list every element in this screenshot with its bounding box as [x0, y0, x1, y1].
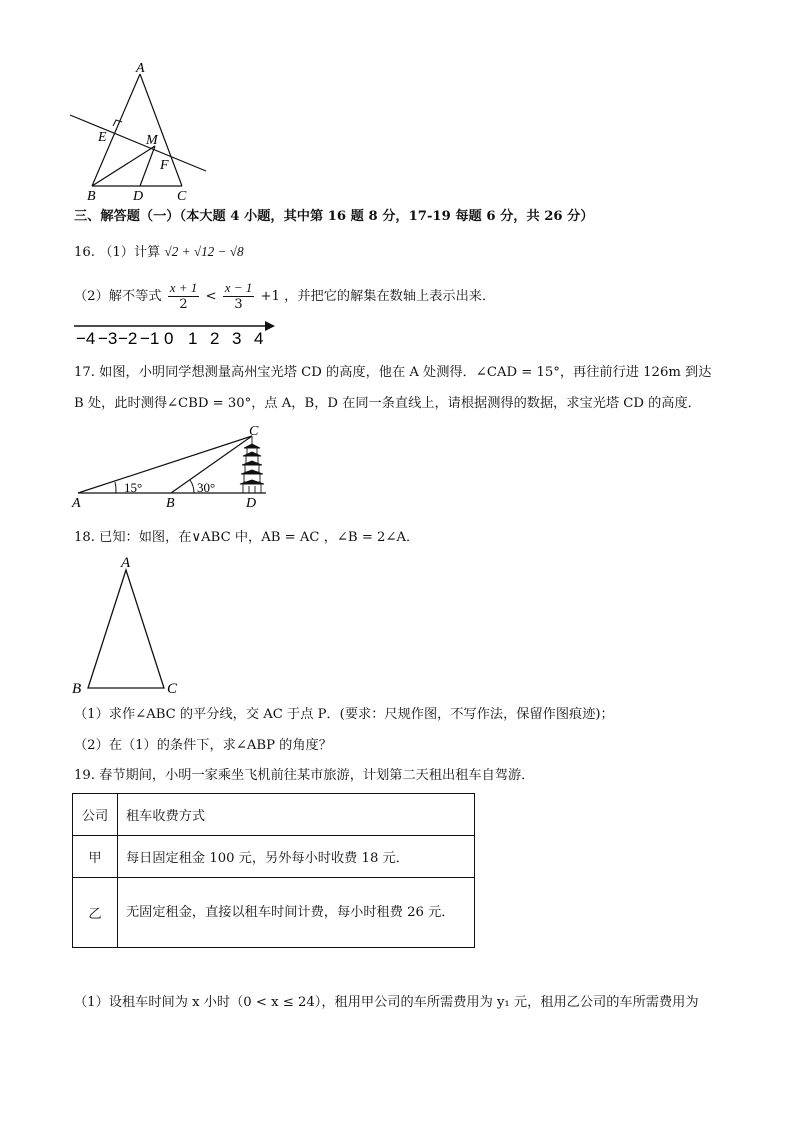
number-line-label: −4: [76, 329, 96, 348]
table-row: [73, 836, 475, 878]
angle-arc-30: [190, 480, 194, 493]
label-a: A: [72, 496, 81, 511]
number-line-label: 2: [210, 329, 220, 348]
label-b: B: [72, 681, 82, 697]
label-m: M: [146, 133, 158, 148]
table-row: [73, 878, 475, 948]
q16-part1-expression: √2 + √12 − √8: [164, 244, 244, 259]
table-cell-fee: 每日固定租金 100 元，另外每小时收费 18 元．: [118, 836, 475, 878]
label-e: E: [98, 130, 107, 145]
fraction-1: [168, 280, 200, 313]
label-c: C: [177, 189, 187, 204]
line-ac: [78, 436, 252, 493]
label-d: D: [133, 189, 144, 204]
q16-part1-prefix: （1）计算: [99, 245, 161, 260]
pagoda-icon: [240, 436, 264, 493]
number-line-label: −2: [118, 329, 138, 348]
table-header-cell: 租车收费方式: [118, 794, 475, 836]
figure-tower: [66, 426, 286, 512]
q18-part2: （2）在（1）的条件下，求∠ABP 的角度？: [74, 738, 332, 753]
label-b: B: [87, 189, 96, 204]
fraction-1-numerator: x + 1: [169, 280, 198, 295]
table-header-row: [73, 794, 475, 836]
angle-label-15: 15°: [124, 480, 143, 495]
q17-line2: B 处，此时测得∠CBD = 30°，点 A，B，D 在同一条直线上，请根据测得的数据，求宝光塔 CD 的高度．: [74, 396, 701, 411]
number-line: [70, 310, 280, 350]
table-cell-fee: 无固定租金，直接以租车时间计费，每小时租费 26 元．: [118, 878, 475, 948]
number-line-label: 4: [254, 329, 264, 348]
label-b: B: [166, 496, 175, 511]
q18-part1: （1）求作∠ABC 的平分线，交 AC 于点 P．(要求：尺规作图，不写作法，保留作图痕迹)；: [74, 707, 614, 722]
table-header-cell: 公司: [73, 794, 118, 836]
number-line-label: −1: [140, 329, 160, 348]
label-c: C: [249, 426, 259, 439]
perpendicular-bisector-line: [70, 115, 206, 171]
q16-number: 16.: [74, 245, 95, 260]
less-than-sign: <: [205, 289, 217, 304]
fraction-2-denominator: 3: [234, 297, 243, 312]
fraction-2-numerator: x − 1: [224, 280, 253, 295]
q19-part1: （1）设租车时间为 x 小时（0 < x ≤ 24），租用甲公司的车所需费用为 y₁ 元，租用乙公司的车所需费用为: [74, 995, 699, 1010]
angle-arc-15: [115, 482, 116, 493]
segment-md: [140, 146, 155, 186]
number-line-label: 0: [164, 329, 174, 348]
plus-one: +1: [260, 289, 280, 304]
section-heading: 三、解答题（一）（本大题 4 小题，其中第 16 题 8 分，17-19 每题 6 分，共 26 分）: [74, 209, 594, 224]
number-line-label: 1: [188, 329, 198, 348]
arrow-icon: [265, 321, 275, 331]
number-line-label: −3: [98, 329, 118, 348]
table-cell-company: 甲: [73, 836, 118, 878]
fraction-1-denominator: 2: [179, 297, 188, 312]
segment-bm: [92, 146, 155, 186]
label-a: A: [121, 555, 131, 571]
triangle-abc: [88, 570, 164, 688]
q16-part1: [74, 243, 244, 262]
q16-part2-suffix: ，并把它的解集在数轴上表示出来．: [284, 289, 496, 304]
rental-table: [72, 793, 475, 948]
label-c: C: [167, 681, 178, 697]
figure-isosceles-triangle: [66, 552, 196, 700]
q16-part2-prefix: （2）解不等式: [74, 289, 162, 304]
label-a: A: [136, 61, 145, 76]
q19-line1: 19. 春节期间，小明一家乘坐飞机前往某市旅游，计划第二天租出租车自驾游．: [74, 768, 535, 783]
angle-label-30: 30°: [197, 480, 216, 495]
table-cell-company: 乙: [73, 878, 118, 948]
q18-line1: 18. 已知：如图，在∨ABC 中，AB = AC ，∠B = 2∠A．: [74, 530, 420, 545]
q17-line1: 17. 如图，小明同学想测量高州宝光塔 CD 的高度，他在 A 处测得．∠CAD = 15°，再往前行进 126m 到达: [74, 365, 712, 380]
label-f: F: [160, 158, 169, 173]
number-line-label: 3: [232, 329, 242, 348]
fraction-2: [223, 280, 255, 313]
figure-triangle-bisector: [60, 58, 220, 208]
label-d: D: [246, 496, 257, 511]
